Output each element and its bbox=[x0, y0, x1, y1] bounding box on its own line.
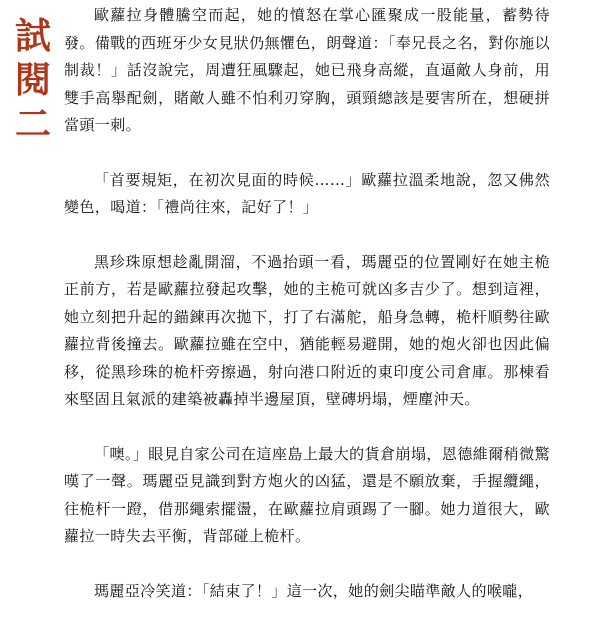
chapter-label-char-1: 試 bbox=[14, 15, 51, 57]
paragraph-5: 瑪麗亞冷笑道：「結束了！」這一次，她的劍尖瞄準敵人的喉嚨， bbox=[94, 581, 534, 600]
paragraph-2: 「首要規矩，在初次見面的時候……」歐蘿拉溫柔地說，忽又佛然變色，喝道：「禮尚往來，記好了！」 bbox=[64, 170, 550, 216]
chapter-label-char-2: 閱 bbox=[14, 59, 51, 101]
story-text bbox=[64, 2, 550, 632]
paragraph-3: 黑珍珠原想趁亂開溜，不過抬頭一看，瑪麗亞的位置剛好在她主桅正前方，若是歐蘿拉發起攻擊，她的主桅可就凶多吉少了。想到這裡，她立刻把升起的錨鍊再次拋下，打了右滿舵，船身急轉，桅杆順勢往歐蘿拉背後撞去。歐蘿拉雖在空中，猶能輕易避開，她的炮火卻也因此偏移，從黑珍珠的桅杆旁擦過，射向港口附近的東印度公司倉庫。那棟看來堅固且氣派的建築被轟掉半邊屋頂，壁磚坍塌，煙塵沖天。 bbox=[64, 252, 550, 408]
chapter-label-char-3: 二 bbox=[14, 103, 51, 145]
paragraph-1: 歐蘿拉身體騰空而起，她的憤怒在掌心匯聚成一股能量，蓄勢待發。備戰的西班牙少女見狀仍無懼色，朗聲道：「奉兄長之名，對你施以制裁！」話沒說完，周遭狂風驟起，她已飛身高縱，直逼敵人身前，用雙手高舉配劍，賭敵人雖不怕利刃穿胸，頭頸總該是要害所在，想硬拼當頭一刺。 bbox=[64, 6, 550, 134]
paragraph-4: 「噢。」眼見自家公司在這座島上最大的貨倉崩塌，恩德維爾稍微驚嘆了一聲。瑪麗亞見識到對方炮火的凶猛，還是不願放棄，手握纜繩，往桅杆一蹬，借那繩索擺盪，在歐蘿拉肩頭踢了一腳。她力道很大，歐蘿拉一時失去平衡，背部碰上桅杆。 bbox=[64, 444, 550, 545]
chapter-label bbox=[12, 14, 54, 146]
